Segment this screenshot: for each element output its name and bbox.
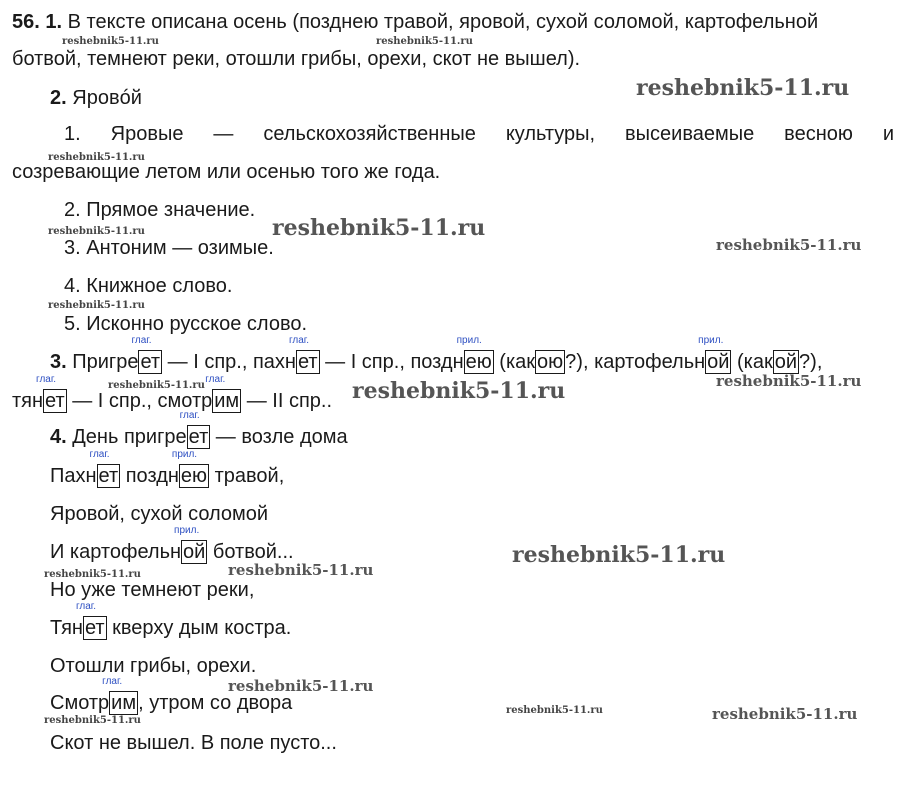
text-fragment: Отошли грибы, орехи. (50, 655, 257, 677)
part-of-speech-tag: глаг. (205, 374, 226, 385)
part-of-speech-tag: глаг. (89, 449, 110, 460)
watermark: reshebnik5-11.ru (62, 36, 159, 47)
part-of-speech-tag: глаг. (36, 374, 57, 385)
ending-box (171, 449, 209, 488)
text-fragment: Яровой, сухой соломой (50, 503, 269, 525)
text-fragment: 3. Антоним — озимые. (64, 237, 274, 259)
text-fragment: им (214, 390, 240, 412)
text-fragment: ою (537, 351, 564, 373)
text-fragment: ет (188, 426, 209, 448)
part-of-speech-tag: глаг. (179, 410, 200, 421)
text-fragment: созревающие летом или осенью того же года. (12, 161, 441, 183)
watermark: reshebnik5-11.ru (352, 378, 566, 404)
watermark: reshebnik5-11.ru (228, 561, 374, 579)
ending-box (535, 350, 565, 374)
watermark: reshebnik5-11.ru (44, 569, 141, 580)
watermark: reshebnik5-11.ru (506, 705, 603, 716)
ending-box (75, 601, 107, 640)
q2-item-4 (64, 274, 232, 298)
text-fragment: ет (140, 351, 161, 373)
q4-line-3 (50, 502, 268, 526)
text-fragment: ею (465, 351, 492, 373)
ending-box (698, 335, 731, 374)
q3-line-1 (50, 335, 823, 374)
watermark: reshebnik5-11.ru (512, 542, 726, 568)
ending-box (131, 335, 162, 374)
part-of-speech-tag: прил. (698, 335, 724, 346)
q1-text-1: В тексте описана осень (позднею травой, яровой, сухой соломой, картофельной (67, 11, 819, 33)
ending-box (773, 350, 799, 374)
q1-text-2: ботвой, темнеют реки, отошли грибы, орехи, скот не вышел). (12, 48, 581, 70)
text-fragment: — возле дома (210, 426, 348, 448)
text-fragment: ой (707, 351, 730, 373)
watermark: reshebnik5-11.ru (712, 705, 858, 723)
watermark: reshebnik5-11.ru (228, 677, 374, 695)
text-fragment: травой, (209, 465, 285, 487)
watermark: reshebnik5-11.ru (108, 380, 205, 391)
watermark: reshebnik5-11.ru (48, 300, 145, 311)
q1-number: 1. (45, 11, 63, 33)
text-fragment: Смотр (50, 692, 110, 714)
q1-line-2 (12, 47, 580, 71)
text-fragment: ет (98, 465, 119, 487)
q4-line-5 (50, 578, 254, 602)
text-fragment: Тян (50, 617, 83, 639)
text-fragment: , утром со двора (138, 692, 293, 714)
text-fragment: ею (180, 465, 208, 487)
text-fragment: кверху дым костра. (106, 617, 292, 639)
text-fragment: ой (183, 541, 206, 563)
q4-line-2 (50, 449, 285, 488)
q4-line-7 (50, 654, 256, 678)
exercise-number: 56. (12, 11, 40, 33)
watermark: reshebnik5-11.ru (48, 226, 145, 237)
q1-line-1 (12, 10, 818, 34)
part-of-speech-tag: глаг. (288, 335, 309, 346)
part-of-speech-tag: прил. (456, 335, 482, 346)
text-fragment: (как (731, 351, 773, 373)
text-fragment: ет (45, 390, 65, 412)
text-fragment: — I спр., (319, 351, 411, 373)
text-fragment: ?), (565, 351, 595, 373)
text-fragment: тян (12, 390, 44, 412)
text-fragment: Но уже темнеют реки, (50, 579, 255, 601)
ending-box (102, 676, 138, 715)
text-fragment: 2. Прямое значение. (64, 199, 256, 221)
text-fragment: — I спр., (162, 351, 253, 373)
text-fragment: (как (493, 351, 536, 373)
text-fragment: смотр (157, 390, 213, 412)
text-fragment: ?), (799, 351, 823, 373)
q2-word: Яровóй (72, 87, 142, 109)
q2-item-1 (64, 122, 894, 146)
text-fragment: Скот не вышел. В поле пусто... (50, 732, 337, 754)
text-fragment: ой (774, 351, 798, 373)
q4-line-1 (50, 410, 348, 449)
text-fragment: ботвой... (207, 541, 294, 563)
ending-box (89, 449, 121, 488)
text-fragment: День пригре (72, 426, 187, 448)
text-fragment: поздн (410, 351, 464, 373)
text-fragment: ет (84, 617, 105, 639)
watermark: reshebnik5-11.ru (376, 36, 473, 47)
text-fragment: Пригре (72, 351, 139, 373)
watermark: reshebnik5-11.ru (716, 236, 862, 254)
text-fragment: поздн (120, 465, 179, 487)
part-of-speech-tag: глаг. (131, 335, 152, 346)
ending-box (36, 374, 67, 413)
part-of-speech-tag: прил. (174, 525, 200, 536)
q2-item-3 (64, 236, 274, 260)
part-of-speech-tag: глаг. (102, 676, 123, 687)
ending-box (456, 335, 494, 374)
ending-box (288, 335, 320, 374)
text-fragment: картофельн (594, 351, 706, 373)
text-fragment: 5. Исконно русское слово. (64, 313, 308, 335)
q2-item-1-cont (12, 160, 440, 184)
watermark: reshebnik5-11.ru (716, 372, 862, 390)
text-fragment: Пахн (50, 465, 97, 487)
watermark: reshebnik5-11.ru (44, 715, 141, 726)
text-fragment: И картофельн (50, 541, 182, 563)
text-fragment: ет (297, 351, 318, 373)
ending-box (179, 410, 211, 449)
text-fragment: — I спр., (66, 390, 158, 412)
q2-header (50, 86, 142, 110)
watermark: reshebnik5-11.ru (272, 215, 486, 241)
watermark: reshebnik5-11.ru (48, 152, 145, 163)
q4-line-9 (50, 731, 337, 755)
q3-number: 3. (50, 351, 67, 373)
text-fragment: пахн (252, 351, 296, 373)
ending-box (205, 374, 241, 413)
q4-number: 4. (50, 426, 67, 448)
q2-item-2 (64, 198, 255, 222)
ending-box (174, 525, 207, 564)
q2-number: 2. (50, 87, 67, 109)
text-fragment: 1. Яровые — сельскохозяйственные культуры, высеиваемые весною и (64, 123, 894, 145)
watermark: reshebnik5-11.ru (636, 75, 850, 101)
part-of-speech-tag: прил. (171, 449, 198, 460)
text-fragment: 4. Книжное слово. (64, 275, 233, 297)
q2-item-5 (64, 312, 307, 336)
text-fragment: им (111, 692, 137, 714)
text-fragment: — II спр.. (241, 390, 333, 412)
q4-line-6 (50, 601, 292, 640)
part-of-speech-tag: глаг. (75, 601, 96, 612)
